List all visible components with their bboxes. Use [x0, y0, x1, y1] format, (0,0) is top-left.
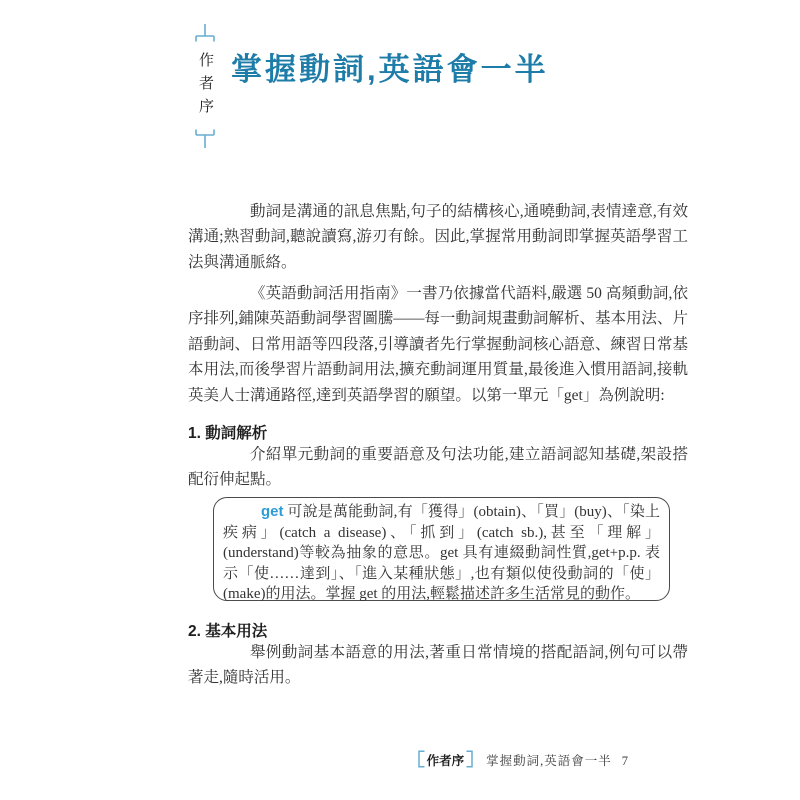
- chapter-label: 作者序: [197, 52, 214, 121]
- bracket-bottom-ornament-icon: [194, 127, 216, 149]
- section-2-body: 舉例動詞基本語意的用法,著重日常情境的搭配語詞,例句可以帶著走,隨時活用。: [188, 644, 688, 687]
- bracket-top-ornament-icon: [194, 24, 216, 44]
- section-1-body: 介紹單元動詞的重要語意及句法功能,建立語詞認知基礎,架設搭配衍伸起點。: [188, 446, 688, 489]
- footer-book-title: 掌握動詞,英語會一半: [486, 754, 612, 768]
- keyword-get: get: [261, 503, 284, 520]
- get-callout-text: [223, 502, 660, 605]
- footer-section-label: 作者序: [426, 754, 465, 768]
- get-callout-body: 可說是萬能動詞,有「獲得」(obtain)、「買」(buy)、「染上疾病」(catch a disease)、「抓到」(catch sb.),甚至「理解」(understand)等較為抽象的意思。get 具有連綴動詞性質,get+p.p. 表示「使……達到」、「進入某種狀態」,也有類似使役動詞的「使」(make)的用法。掌握 get 的用法,輕鬆描述許多生活常見的動作。: [223, 504, 660, 603]
- footer-right-bracket-icon: [466, 750, 474, 768]
- paragraph-intro: 動詞是溝通的訊息焦點,句子的結構核心,通曉動詞,表情達意,有效溝通;熟習動詞,聽說讀寫,游刃有餘。因此,掌握常用動詞即掌握英語學習工法與溝通脈絡。: [188, 203, 688, 271]
- footer-left-bracket-icon: [417, 750, 425, 768]
- section-2-heading: 2. 基本用法: [188, 623, 268, 640]
- section-1-heading: 1. 動詞解析: [188, 425, 268, 442]
- page-footer: [188, 750, 628, 769]
- paragraph-book-description: 《英語動詞活用指南》一書乃依據當代語料,嚴選 50 高頻動詞,依序排列,鋪陳英語動詞學習圖騰——每一動詞規畫動詞解析、基本用法、片語動詞、日常用語等四段落,引導讀者先行掌握動詞核心語意、練習日常基本用法,而後學習片語動詞用法,擴充動詞運用質量,最後進入慣用語詞,接軌英美人士溝通路徑,達到英語學習的願望。以第一單元「get」為例說明:: [188, 285, 688, 404]
- chapter-tab: [192, 24, 218, 149]
- footer-page-number: 7: [621, 754, 628, 768]
- page-title: 掌握動詞,英語會一半: [231, 52, 549, 87]
- get-callout-box: [213, 497, 670, 601]
